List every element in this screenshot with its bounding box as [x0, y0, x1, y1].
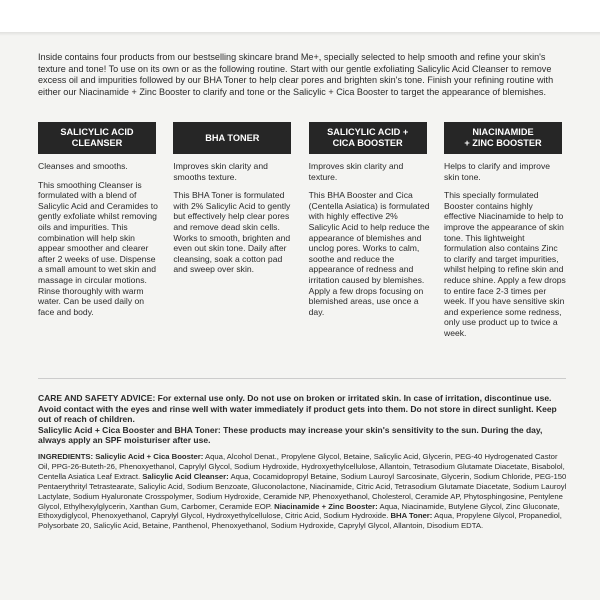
product-title-line1: SALICYLIC ACID +	[327, 127, 409, 137]
product-salicylic-cleanser	[38, 122, 160, 374]
product-summary: Improves skin clarity and texture.	[308, 161, 404, 182]
top-strip-shadow	[0, 32, 600, 36]
product-details: This specially formulated Booster contains highly effective Niacinamide to help to improve the appearance of skin tone. This lightweight formulation also contains Zinc to clarify and target impurities, whilst helping to refine skin and reduce shine. Apply a few drops to entire face 2-3 times per week. If you have sensitive skin and experience some redness, only use product up to twice a week.	[443, 190, 566, 338]
ingredients-toner-label: BHA Toner:	[390, 511, 433, 521]
product-header	[309, 122, 427, 154]
product-niacinamide-zinc-booster	[444, 122, 566, 374]
product-title-line2: + ZINC BOOSTER	[464, 138, 542, 148]
intro-paragraph: Inside contains four products from our bestselling skincare brand Me+, specially selected to help smooth and refine your skin's texture and tone! To use on its own or as the following routine. Start with our gentle exfoliating Salicylic Acid Cleanser to remove excess oil and impurities followed by our BHA Toner to help clear pores and brighten skin's tone. Finish your refining routine with either our Niacinamide + Zinc Booster to clarify and tone or the Salicylic + Cica Booster to target the appearance of blemishes.	[38, 52, 554, 97]
ingredients-booster-label: Salicylic Acid + Cica Booster:	[95, 452, 204, 461]
product-summary: Helps to clarify and improve skin tone.	[443, 161, 551, 182]
section-divider	[38, 378, 566, 379]
product-summary: Cleanses and smooths.	[38, 161, 128, 171]
product-title-line1: BHA TONER	[205, 132, 260, 143]
product-salicylic-cica-booster	[309, 122, 431, 374]
ingredients-label: INGREDIENTS:	[38, 452, 94, 461]
product-summary: Improves skin clarity and smooths texture.	[173, 161, 268, 182]
product-title-line2: CICA BOOSTER	[332, 138, 403, 148]
ingredients-toner-text: Aqua, Propylene Glycol, Propanediol, Polysorbate 20, Salicylic Acid, Betaine, Panthenol, Phenoxyethanol, Sodium Hydroxide, Caprylyl Glycol, Allantoin, Disodium EDTA.	[38, 511, 562, 531]
ingredients-niacinamide-text: Aqua, Niacinamide, Butylene Glycol, Zinc Gluconate, Ethoxydiglycol, Phenoxyethanol, Caprylyl Glycol, Hydroxyethylcellulose, Citric Acid, Sodium Hydroxide.	[38, 501, 560, 521]
product-details: This BHA Booster and Cica (Centella Asiatica) is formulated with highly effective 2% Salicylic Acid to help reduce the appearance of blemishes and unclog pores. Works to calm, soothe and reduce the appearance of redness and irritation caused by blemishes. Apply a few drops focusing on blemished areas, use once a day.	[308, 190, 430, 317]
ingredients-cleanser-text: Aqua, Cocamidopropyl Betaine, Sodium Lauroyl Sarcosinate, Glycerin, Sodium Chloride, PEG-150 Pentaerythrityl Tetrastearate, Salicylic Acid, Sodium Benzoate, Gluconolactone, Niacinamide, Citric Acid, Tetrasodium Glutamate Diacetate, Sodium Lauroyl Lactylate, Sodium Hyaluronate Crosspolymer, Sodium Hydroxide, Ceramide NP, Phenoxyethanol, Cholesterol, Ceramide AP, Phytosphingosine, Pentylene Glycol, Ethylhexylglycerin, Xanthan Gum, Carbomer, Ceramide EOP.	[38, 471, 567, 511]
product-title-line1: SALICYLIC ACID	[60, 127, 134, 137]
product-title-line1: NIACINAMIDE	[472, 127, 534, 137]
product-bha-toner	[173, 122, 295, 374]
product-columns	[38, 122, 566, 374]
care-sun-warning: Salicylic Acid + Cica Booster and BHA Toner: These products may increase your skin's sensitivity to the sun. During the day, always apply an SPF moisturiser after use.	[38, 424, 543, 446]
top-white-strip	[0, 0, 600, 36]
product-header	[444, 122, 562, 154]
ingredients-niacinamide-label: Niacinamide + Zinc Booster:	[274, 501, 378, 511]
care-safety-advice	[38, 393, 568, 446]
care-heading: CARE AND SAFETY ADVICE:	[38, 393, 156, 403]
ingredients-booster-text: Aqua, Alcohol Denat., Propylene Glycol, Betaine, Salicylic Acid, Glycerin, PEG-40 Hydrogenated Castor Oil, PPG-26-Buteth-26, Phenoxyethanol, Caprylyl Glycol, Sodium Hydroxide, Hydroxyethylcellulose, Allantoin, Tetrasodium Glutamate Diacetate, Bisabolol, Centella Asiatica Leaf Extract.	[38, 452, 565, 481]
ingredients-cleanser-label: Salicylic Acid Cleanser:	[142, 471, 229, 481]
ingredients-list	[38, 452, 568, 531]
product-details: This BHA Toner is formulated with 2% Salicylic Acid to gently but effectively help clear pores and remove dead skin cells. Works to smooth, brighten and even out skin tone. Daily after cleansing, soak a cotton pad and sweep over skin.	[173, 190, 291, 275]
product-header	[173, 122, 291, 154]
product-details: This smoothing Cleanser is formulated with a blend of Salicylic Acid and Ceramides to gently exfoliate whilst removing oils and impurities. This combination will help skin appear smoother and clearer after 2 weeks of use. Dispense a small amount to wet skin and massage in circular motions. Rinse thoroughly with warm water. Can be used daily on face and body.	[38, 179, 158, 317]
care-text: For external use only. Do not use on broken or irritated skin. In case of irritation, discontinue use. Avoid contact with the eyes and rinse well with water immediately if product gets into them. Do not store in direct sunlight. Keep out of reach of children.	[38, 393, 557, 425]
product-title-line2: CLEANSER	[71, 138, 123, 148]
product-header	[38, 122, 156, 154]
